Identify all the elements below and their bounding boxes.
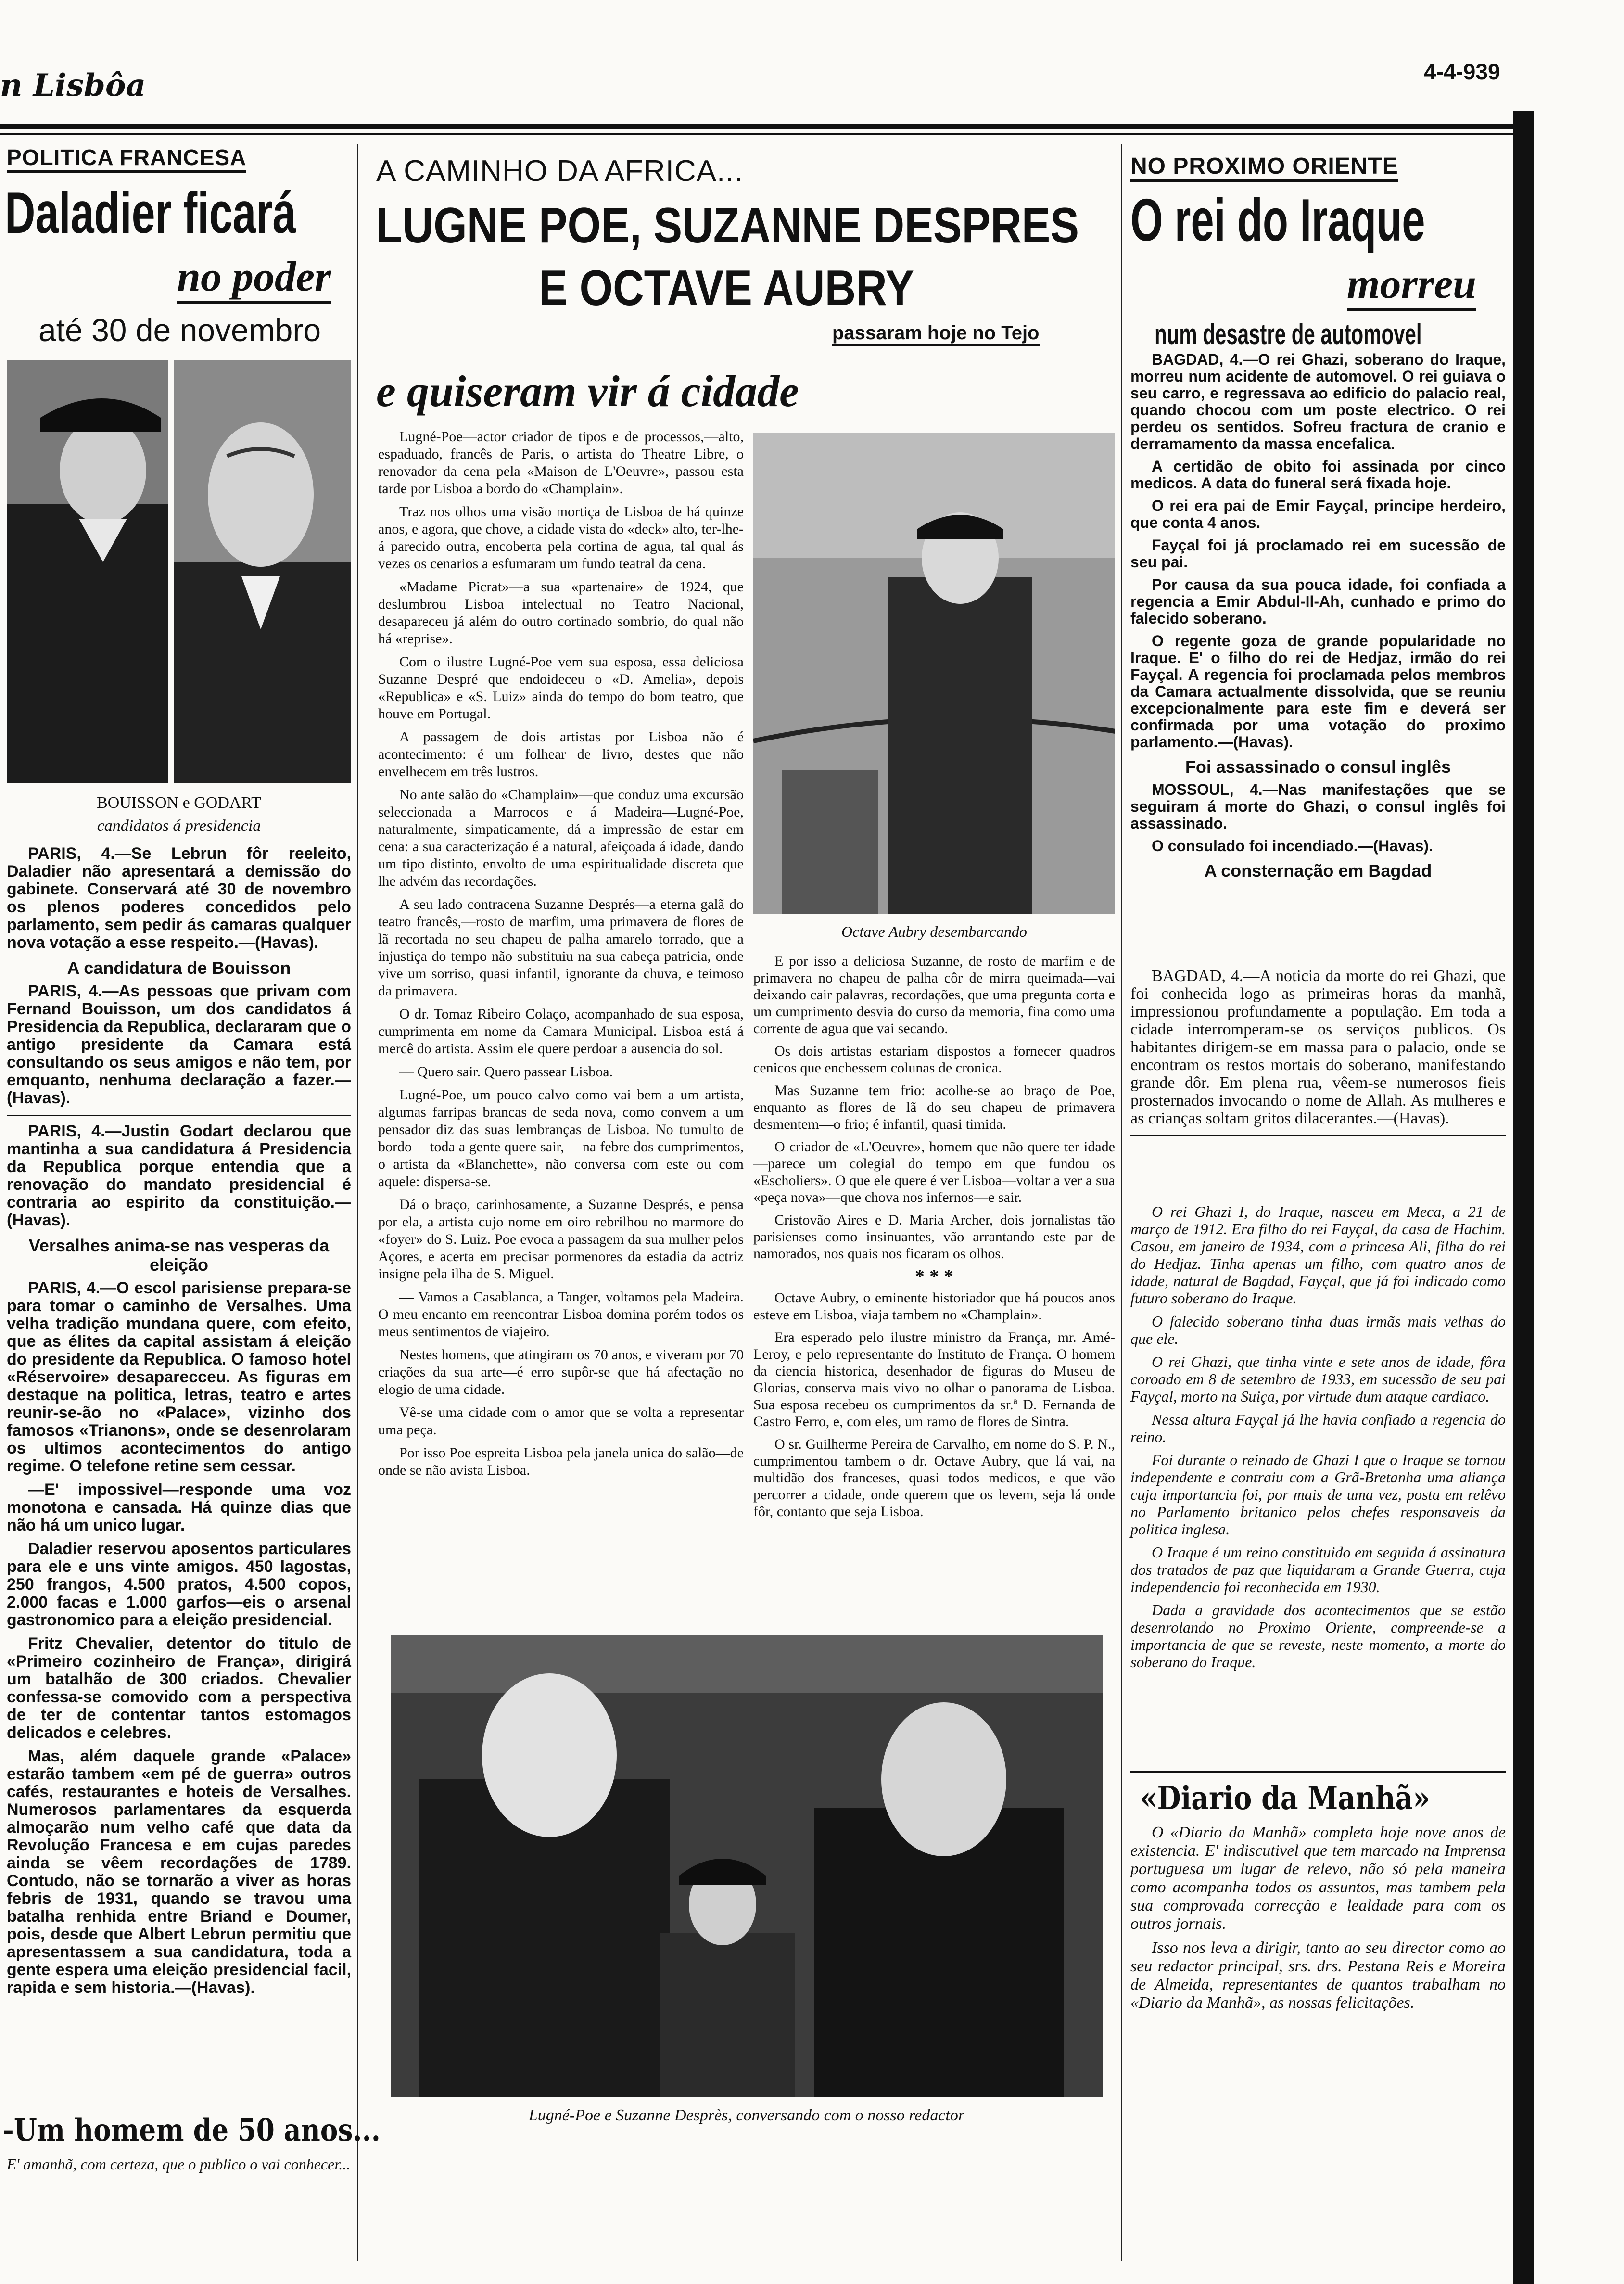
paragraph: Dá o braço, carinhosamente, a Suzanne Després, e pensa por ela, a artista cujo nome em oiro rebrilhou no marmore do «foyer» do S. Luiz. Poe evoca a passagem da sua mulher pelos Açores, e acerta em precisar pormenores da estadia da actriz insigne pela ilha de S. Miguel. xyxy=(378,1197,744,1282)
photo-lugne-poe-suzanne xyxy=(391,1635,1103,2097)
divider xyxy=(7,1115,351,1116)
paragraph: E por isso a deliciosa Suzanne, de rosto de marfim e de primavera no chapeu de palha côr de mirra queimada—vai deixando cair palavras, recordações, que uma pregunta corta e um cumprimento desvia do curso da memoria, fina como uma corrente de agua que vai secando. xyxy=(753,953,1115,1036)
photo-octave-aubry xyxy=(753,433,1115,914)
paragraph: Com o ilustre Lugné-Poe vem sua esposa, essa deliciosa Suzanne Despré que endoideceu o «D. Amelia», depois «Republica» e «S. Luiz» ainda do tempo do bom teatro, que houve em Portugal. xyxy=(378,654,744,722)
photo-figure xyxy=(7,360,168,783)
masthead-rule-thin xyxy=(0,133,1515,135)
masthead-title: n Lisbôa xyxy=(0,67,146,103)
paragraph: O rei era pai de Emir Fayçal, principe herdeiro, que conta 4 anos. xyxy=(1130,497,1506,531)
center-subhead: e quiseram vir á cidade xyxy=(376,367,799,416)
subheading: A candidatura de Bouisson xyxy=(67,958,291,978)
paragraph: O rei Ghazi, que tinha vinte e sete anos de idade, fôra coroado em 8 de setembro de 1933, em sucessão de seu pai Fayçal, morto na Suiça, por virtude dum ataque cardiaco. xyxy=(1130,1353,1506,1405)
paragraph: Nestes homens, que atingiram os 70 anos, e viveram por 70 criações da sua arte—é erro supôr-se que há afectação no elogio de uma cidade. xyxy=(378,1347,744,1397)
paragraph: —E' impossivel—responde uma voz monotona e cansada. Há quinze dias que não há um unico lugar. xyxy=(7,1480,351,1534)
paragraph: Por causa da sua pouca idade, foi confiada a regencia a Emir Abdul-Il-Ah, cunhado e primo do falecido soberano. xyxy=(1130,576,1506,627)
paragraph: Octave Aubry, o eminente historiador que há poucos anos esteve em Lisboa, viaja tambem no «Champlain». xyxy=(753,1290,1115,1323)
col1-headline-line3: até 30 de novembro xyxy=(38,312,321,348)
col4-kicker-wrap xyxy=(1130,153,1506,182)
subheading: A consternação em Bagdad xyxy=(1204,861,1432,880)
col4-body-regular xyxy=(1130,967,1506,1145)
photo-godart xyxy=(174,360,351,783)
col4-headline-italic: morreu xyxy=(1347,260,1476,311)
col4-body-italic xyxy=(1130,1203,1506,1676)
paragraph: Lugné-Poe—actor criador de tipos e de processos,—alto, espaduado, francês de Paris, o artista do Theatre Libre, o renovador da cena pela «Maison de L'Oeuvre», passou esta tarde por Lisboa a bordo do «Champlain». xyxy=(378,429,744,497)
col1-headline: Daladier ficará xyxy=(5,180,296,245)
paragraph: O falecido soberano tinha duas irmãs mais velhas do que ele. xyxy=(1130,1313,1506,1347)
paragraph: PARIS, 4.—Se Lebrun fôr reeleito, Daladier não apresentará a demissão do gabinete. Conservará até 30 de novembro os plenos poderes concedidos pelo parlamento, sem pedir ás camaras qualquer nova votação a esse respeito.—(Havas). xyxy=(7,844,351,952)
paragraph: — Vamos a Casablanca, a Tanger, voltamos pela Madeira. O meu encanto em reencontrar Lisboa domina porém todos os meus sentimentos de viajeiro. xyxy=(378,1289,744,1340)
diario-box-title: «Diario da Manhã» xyxy=(1140,1779,1430,1817)
column-divider xyxy=(1121,144,1122,2261)
col1-photo-caption: BOUISSON e GODART xyxy=(97,794,261,812)
paragraph: PARIS, 4.—Justin Godart declarou que mantinha a sua candidatura á Presidencia da Republica porque entendia que a renovação do mandato presidencial é contraria ao espirito da constituição.—(Havas). xyxy=(7,1122,351,1229)
paragraph: PARIS, 4.—As pessoas que privam com Fernand Bouisson, um dos candidatos á Presidencia da Republica, declararam que o antigo presidente da Camara está consultando os seus amigos e não tem, por emquanto, nenhuma declaração a fazer.—(Havas). xyxy=(7,982,351,1107)
paragraph: O rei Ghazi I, do Iraque, nasceu em Meca, a 21 de março de 1912. Era filho do rei Fayçal, da casa de Hachim. Casou, em janeiro de 1934, com a princesa Ali, filha do rei do Hedjaz. Tinha apenas um filho, com quatro anos de idade, natural de Bagdad, Fayçal, que já foi indicado como futuro soberano do Iraque. xyxy=(1130,1203,1506,1307)
center-kicker: A CAMINHO DA AFRICA... xyxy=(376,154,743,188)
center-headline: LUGNE POE, SUZANNE DESPRES xyxy=(376,198,1079,254)
col1-body xyxy=(7,845,351,2003)
col1-headline-italic: no poder xyxy=(177,253,331,304)
paragraph: Por isso Poe espreita Lisboa pela janela unica do salão—de onde se não avista Lisboa. xyxy=(378,1445,744,1478)
photo-figure xyxy=(753,433,1115,914)
paragraph: «Madame Picrat»—a sua «partenaire» de 1924, que deslumbrou Lisboa intelectual no Teatro Nacional, desapareceu já além do outro cortinado sombrio, do qual não há «reprise». xyxy=(378,579,744,647)
center-body-right xyxy=(753,953,1115,1526)
paragraph: O sr. Guilherme Pereira de Carvalho, em nome do S. P. N., cumprimentou tambem o dr. Octave Aubry, que lá vai, na multidão dos franceses, quasi todos medicos, e que vão percorrer a cidade, onde querem que os levem, seja lá onde fôr, contanto que seja Lisboa. xyxy=(753,1436,1115,1519)
paragraph: Lugné-Poe, um pouco calvo como vai bem a um artista, algumas farripas brancas de seda nova, como convem a um pensador diz das suas lembranças de Lisboa. No tumulto de bordo —toda a gente quere sair,— na febre dos cumprimentos, o artista da «Blanchette», não conversa com este ou com aquele: dispersa-se. xyxy=(378,1087,744,1189)
column-divider xyxy=(357,144,358,2261)
paragraph: BAGDAD, 4.—A noticia da morte do rei Ghazi, que foi conhecida logo as primeiras horas da manhã, impressionou profundamente a população. Em toda a cidade interromperam-se os serviços publicos. Os habitantes dirigem-se em massa para o palacio, onde se encontram os restos mortais do soberano, manifestando grande dôr. Em plena rua, vêem-se numerosos fieis prosternados invocando o nome de Allah. As mulheres e as crianças soltam gritos dilacerantes.—(Havas). xyxy=(1130,967,1506,1127)
masthead-date: 4-4-939 xyxy=(1424,59,1500,84)
col4-headline: O rei do Iraque xyxy=(1130,187,1425,254)
paragraph: PARIS, 4.—O escol parisiense prepara-se para tomar o caminho de Versalhes. Uma velha tradição mundana quere, com efeito, que as élites da capital assistam á eleição do presidente da Republica. O famoso hotel «Réservoire» desaparecceu. As figuras em destaque na politica, letras, teatro e artes reunir-se-ão no «Palace», vizinho dos famosos «Trianons», onde se desenrolaram os ultimos acontecimentos do antigo regime. O telefone retine sem cessar. xyxy=(7,1279,351,1475)
col1-photo-subcaption: candidatos á presidencia xyxy=(97,817,261,835)
subheading: Versalhes anima-se nas vesperas da eleição xyxy=(28,1236,330,1275)
paragraph: BAGDAD, 4.—O rei Ghazi, soberano do Iraque, morreu num acidente de automovel. O rei guiava o seu carro, e regressava ao edificio do palacio real, quando chocou com um poste electrico. O rei perdeu os sentidos. Sofreu fractura de cranio e derramamento da massa encefalica. xyxy=(1130,351,1506,452)
col1-kicker: POLITICA FRANCESA xyxy=(7,144,246,173)
col1-bottom-text: E' amanhã, com certeza, que o publico o vai conhecer... xyxy=(7,2156,351,2173)
paragraph: O Iraque é um reino constituido em seguida á assinatura dos tratados de paz que liquidaram a Grande Guerra, cuja independencia foi reconhecida em 1930. xyxy=(1130,1544,1506,1595)
paragraph: Mas Suzanne tem frio: acolhe-se ao braço de Poe, enquanto as flores de lã do seu chapeu de primavera desmentem—o frio; é infantil, quasi timida. xyxy=(753,1083,1115,1132)
col4-body xyxy=(1130,351,1506,885)
paragraph: Os dois artistas estariam dispostos a fornecer quadros cenicos que enchessem colunas de cronica. xyxy=(753,1043,1115,1076)
paragraph: A certidão de obito foi assinada por cinco medicos. A data do funeral será fixada hoje. xyxy=(1130,458,1506,492)
col1-section xyxy=(7,144,351,173)
center-photo1-caption: Octave Aubry desembarcando xyxy=(841,923,1027,940)
right-edge-bar xyxy=(1513,111,1534,2284)
paragraph: O criador de «L'Oeuvre», homem que não quere ter idade—parece um colegial do tempo em que fundou os «Escholiers». O que ele quere é ver Lisboa—voltar a ver a sua «peça nova»—que chova nos infernos—e sair. xyxy=(753,1139,1115,1205)
paragraph: O consulado foi incendiado.—(Havas). xyxy=(1152,837,1433,855)
col4-kicker: NO PROXIMO ORIENTE xyxy=(1130,153,1398,182)
paragraph: Foi durante o reinado de Ghazi I que o Iraque se tornou independente e contraiu com a Grã-Bretanha uma aliança cuja importancia foi, por mais de uma vez, posta em relêvo no Parlamento britanico pelos chefes responsaveis da politica inglesa. xyxy=(1130,1451,1506,1538)
subheading: Foi assassinado o consul inglês xyxy=(1185,757,1451,777)
diario-box-body xyxy=(1130,1824,1506,2018)
paragraph: A seu lado contracena Suzanne Després—a eterna galã do teatro francês,—rosto de marfim, uma primavera de flores de lã recortada no seu chapeu de palha amarelo torrado, que a injustiça do tempo não substituiu na sua cabeça patricia, onde vive um sorriso, quasi infantil, ignorante da chuva, e teimoso da primavera. xyxy=(378,896,744,999)
col1-bottom-headline: -Um homem de 50 anos... xyxy=(3,2112,381,2148)
photo-bouisson xyxy=(7,360,168,783)
paragraph: A passagem de dois artistas por Lisboa não é acontecimento: é um folhear de livro, destes que não envelhecem em três lustros. xyxy=(378,729,744,779)
paragraph: — Quero sair. Quero passear Lisboa. xyxy=(399,1064,613,1080)
divider xyxy=(1130,1135,1506,1136)
paragraph: Nessa altura Fayçal já lhe havia confiado a regencia do reino. xyxy=(1130,1411,1506,1445)
paragraph: Isso nos leva a dirigir, tanto ao seu director como ao seu redactor principal, srs. drs. Pestana Reis e Moreira de Almeida, representantes de quantos trabalham no «Diario da Manhã», as nossas felicitações. xyxy=(1130,1939,1506,2012)
paragraph: Cristovão Aires e D. Maria Archer, dois jornalistas tão parisienses como insinuantes, vão arrantando este par de namorados, nos quais nos ficaram os olhos. xyxy=(753,1212,1115,1262)
paragraph: Mas, além daquele grande «Palace» estarão tambem «em pé de guerra» outros cafés, restaurantes e hoteis de Versalhes. Numerosos parlamentares da esquerda almoçarão num velho café que data da Revolução Francesa e em cujas paredes ainda se vêem recordações de 1789. Contudo, não se tornarão a viver as horas febris de 1931, quando se travou uma batalha renhida entre Briand e Doumer, pois, desde que Albert Lebrun permitiu que apresentassem a sua candidatura, toda a gente espera uma eleição presidencial facil, rapida e sem historia.—(Havas). xyxy=(7,1747,351,1997)
center-body-left xyxy=(378,428,744,1485)
col4-headline-line3: num desastre de automovel xyxy=(1155,318,1422,350)
paragraph: O regente goza de grande popularidade no Iraque. E' o filho do rei de Hedjaz, irmão do rei Fayçal. A regencia foi proclamada pelos membros da Camara actualmente dissolvida, que se reuniu excepcionalmente para este fim e deverá ser confirmada por uma votação do proximo parlamento.—(Havas). xyxy=(1130,632,1506,751)
paragraph: O dr. Tomaz Ribeiro Colaço, acompanhado de sua esposa, cumprimenta em nome da Camara Municipal. Lisboa está á mercê do artista. Assim ele quere perdoar a ausencia do sol. xyxy=(378,1006,744,1057)
paragraph: Dada a gravidade dos acontecimentos que se estão desenrolando no Proximo Oriente, compreende-se a importancia de que se reveste, neste momento, a morte do soberano do Iraque. xyxy=(1130,1601,1506,1671)
photo-figure xyxy=(391,1635,1103,2097)
paragraph: Fayçal foi já proclamado rei em sucessão de seu pai. xyxy=(1130,536,1506,571)
center-strap: passaram hoje no Tejo xyxy=(832,322,1040,346)
paragraph: Vê-se uma cidade com o amor que se volta a representar uma peça. xyxy=(378,1404,744,1438)
paragraph: O «Diario da Manhã» completa hoje nove anos de existencia. E' indiscutivel que tem marcado na Imprensa portuguesa um lugar de relevo, não só pela maneira como acompanha todos os assuntos, mas tambem pela sua comprovada correcção e lealdade para com os outros jornais. xyxy=(1130,1824,1506,1933)
box-rule xyxy=(1130,1771,1506,1773)
center-headline-line2: E OCTAVE AUBRY xyxy=(539,260,914,316)
paragraph: MOSSOUL, 4.—Nas manifestações que se seguiram á morte do Ghazi, o consul inglês foi assassinado. xyxy=(1130,781,1506,832)
paragraph: Era esperado pelo ilustre ministro da França, mr. Amé-Leroy, e pelo representante do Instituto de França. O homem da ciencia historica, desenhador de figuras do Museu de Glorias, conserva mais vivo no olhar o panorama de Lisboa. Sua esposa recebeu os cumprimentos da sr.ª D. Fernanda de Castro Ferro, e, com eles, um ramo de flores de Sintra. xyxy=(753,1329,1115,1429)
paragraph: No ante salão do «Champlain»—que conduz uma excursão seleccionada a Marrocos e á Madeira—Lugné-Poe, naturalmente, simpaticamente, dá a impressão de estar em cena: a sua caracterização é a natural, afeiçoada á idade, dando um tipo distinto, envolto de uma espiritualidade discreta que lhe advém das recordações. xyxy=(378,787,744,889)
separator-stars: * * * xyxy=(915,1265,953,1287)
paragraph: Daladier reservou aposentos particulares para ele e uns vinte amigos. 450 lagostas, 250 frangos, 4.500 pratos, 4.500 copos, 2.000 facas e 1.000 garfos—eis o arsenal gastronomico para a eleição presidencial. xyxy=(7,1540,351,1629)
masthead-rule xyxy=(0,124,1515,129)
center-photo2-caption: Lugné-Poe e Suzanne Desprès, conversando com o nosso redactor xyxy=(528,2106,965,2124)
paragraph: Fritz Chevalier, detentor do titulo de «Primeiro cozinheiro de França», dirigirá um batalhão de 300 criados. Chevalier confessa-se comovido com a perspectiva de ter de contentar tantos estomagos delicados e celebres. xyxy=(7,1634,351,1742)
photo-figure xyxy=(174,360,351,783)
paragraph: Traz nos olhos uma visão mortiça de Lisboa de há quinze anos, e agora, que chove, a cidade vista do «deck» alto, ter-lhe-á parecido outra, encoberta pela cortina de agua, tal qual ás vezes os cenarios a esfumaram um fundo teatral da cena. xyxy=(378,504,744,572)
